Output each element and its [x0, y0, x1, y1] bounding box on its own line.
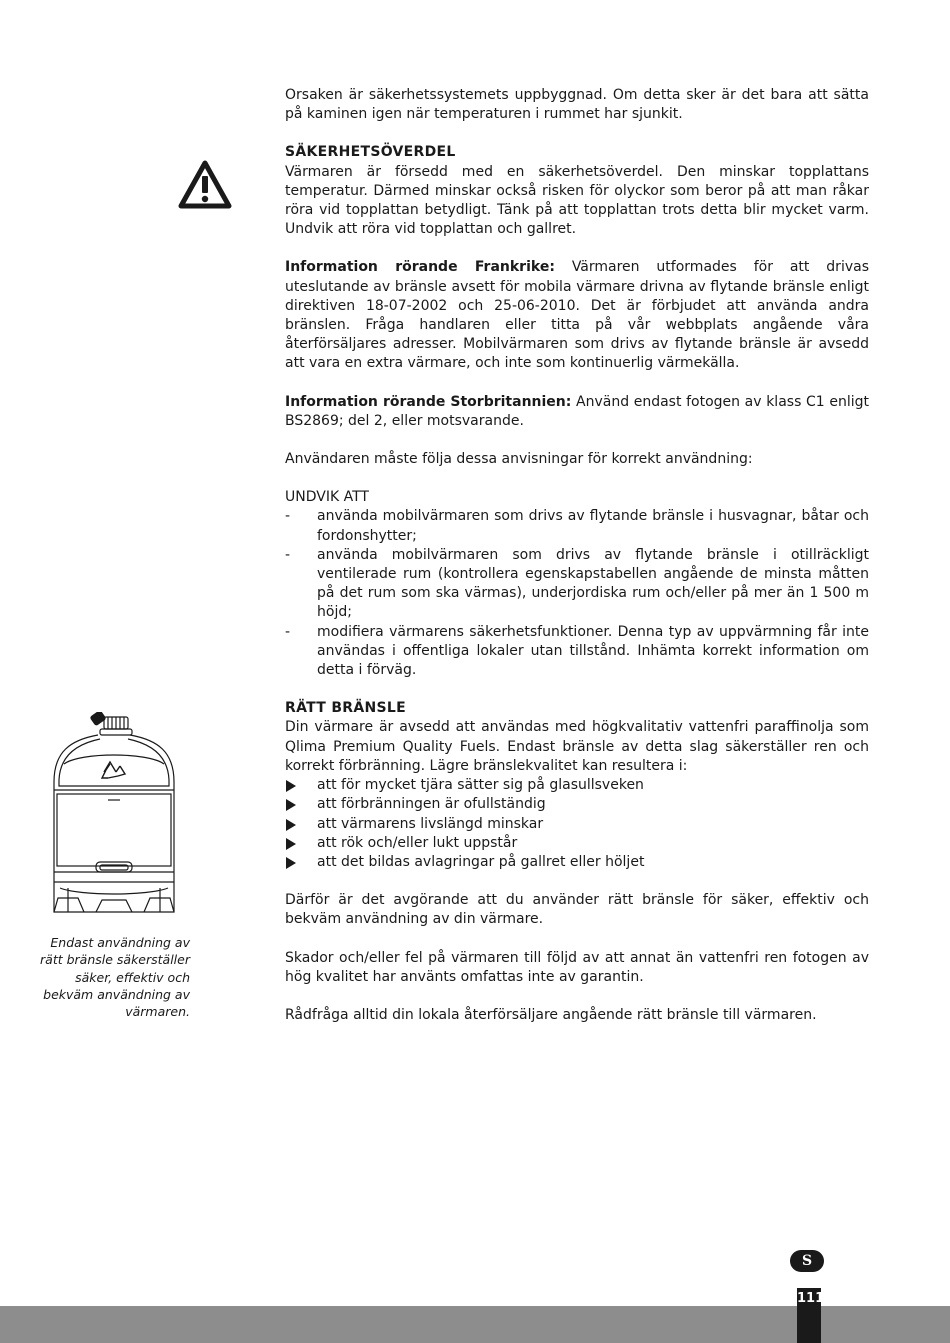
- dash-marker: -: [285, 623, 291, 640]
- avoid-list-item: - använda mobilvärmaren som drivs av flytande bränsle i husvagnar, båtar och fordonshytter;: [285, 508, 869, 544]
- page-number: 111: [797, 1288, 821, 1343]
- fuel-list-item: att för mycket tjära sätter sig på glasullsveken: [285, 776, 869, 795]
- triangle-bullet-icon: [286, 799, 296, 811]
- fuel-container-illustration: [50, 712, 178, 917]
- fuel-list-item: att rök och/eller lukt uppstår: [285, 834, 869, 853]
- user-instructions: Användaren måste följa dessa anvisningar för korrekt användning:: [285, 451, 753, 468]
- dash-marker: -: [285, 508, 291, 525]
- triangle-bullet-icon: [286, 780, 296, 792]
- uk-text: Använd endast fotogen av klass C1 enligt BS2869; del 2, eller motsvarande.: [285, 393, 869, 429]
- triangle-bullet-icon: [286, 838, 296, 850]
- france-label: Information rörande Frankrike:: [285, 259, 555, 276]
- warning-triangle-icon: [178, 160, 232, 210]
- triangle-bullet-icon: [286, 819, 296, 831]
- uk-paragraph: [285, 393, 869, 431]
- avoid-list-item: - använda mobilvärmaren som drivs av flytande bränsle i otillräckligt ventilerade rum (kontrollera egenskapstabellen angående de minsta måtten på det rum som ska värmas), underjordiska rum och/eller på mer än 1 500 m höjd;: [285, 546, 869, 621]
- uk-label: Information rörande Storbritannien:: [285, 393, 572, 410]
- triangle-bullet-icon: [286, 857, 296, 869]
- fuel-list-item: att värmarens livslängd minskar: [285, 815, 869, 834]
- illustration-caption: Endast användning av rätt bränsle säkerställer säker, effektiv och bekväm användning av värmaren.: [40, 935, 190, 1020]
- safety-paragraph: Värmaren är försedd med en säkerhetsöverdel. Den minskar topplattans temperatur. Därmed minskar också risken för olyckor som beror på att man råkar röra vid topplattan betydligt. Tänk på att topplattan trots detta blir mycket varm. Undvik att röra vid topplattan och gallret.: [285, 163, 869, 238]
- france-paragraph: [285, 258, 869, 373]
- avoid-list-item: - modifiera värmarens säkerhetsfunktioner. Denna typ av uppvärmning får inte användas i offentliga lokaler utan tillstånd. Inhämta korrekt information om detta i förväg.: [285, 623, 869, 679]
- fuel-heading: RÄTT BRÄNSLE: [285, 700, 406, 717]
- fuel-conclusion: Därför är det avgörande att du använder rätt bränsle för säker, effektiv och bekväm användning av din värmare.: [285, 892, 869, 928]
- dash-marker: -: [285, 546, 291, 563]
- safety-heading: SÄKERHETSÖVERDEL: [285, 144, 456, 161]
- warranty-paragraph: Skador och/eller fel på värmaren till följd av att annat än vattenfri ren fotogen av hög kvalitet har använts omfattas inte av garantin.: [285, 949, 869, 985]
- language-badge: S: [790, 1250, 824, 1272]
- intro-paragraph: Orsaken är säkerhetssystemets uppbyggnad. Om detta sker är det bara att sätta på kaminen igen när temperaturen i rummet har sjunkit.: [285, 87, 869, 123]
- advice-paragraph: Rådfråga alltid din lokala återförsäljare angående rätt bränsle till värmaren.: [285, 1006, 817, 1023]
- fuel-paragraph: Din värmare är avsedd att användas med högkvalitativ vattenfri paraffinolja som Qlima Premium Quality Fuels. Endast bränsle av detta slag säkerställer ren och korrekt förbränning. Lägre bränslekvalitet kan resultera i:: [285, 719, 869, 774]
- fuel-list-item: att förbränningen är ofullständig: [285, 795, 869, 814]
- recycle-icon: [102, 762, 125, 778]
- fuel-list-item: att det bildas avlagringar på gallret eller höljet: [285, 853, 869, 872]
- avoid-heading: UNDVIK ATT: [285, 489, 369, 506]
- main-text: [285, 86, 869, 1025]
- france-text: Värmaren utformades för att drivas uteslutande av bränsle avsett för mobila värmare drivna av flytande bränsle enligt direktiven 18-07-2002 och 25-06-2010. Det är förbjudet att använda andra bränslen. Fråga handlaren eller titta på vår webbplats angående våra återförsäljares adresser. Mobilvärmaren som drivs av flytande bränsle är avsedd att vara en extra värmare, och inte som kontinuerlig värmekälla.: [285, 259, 869, 372]
